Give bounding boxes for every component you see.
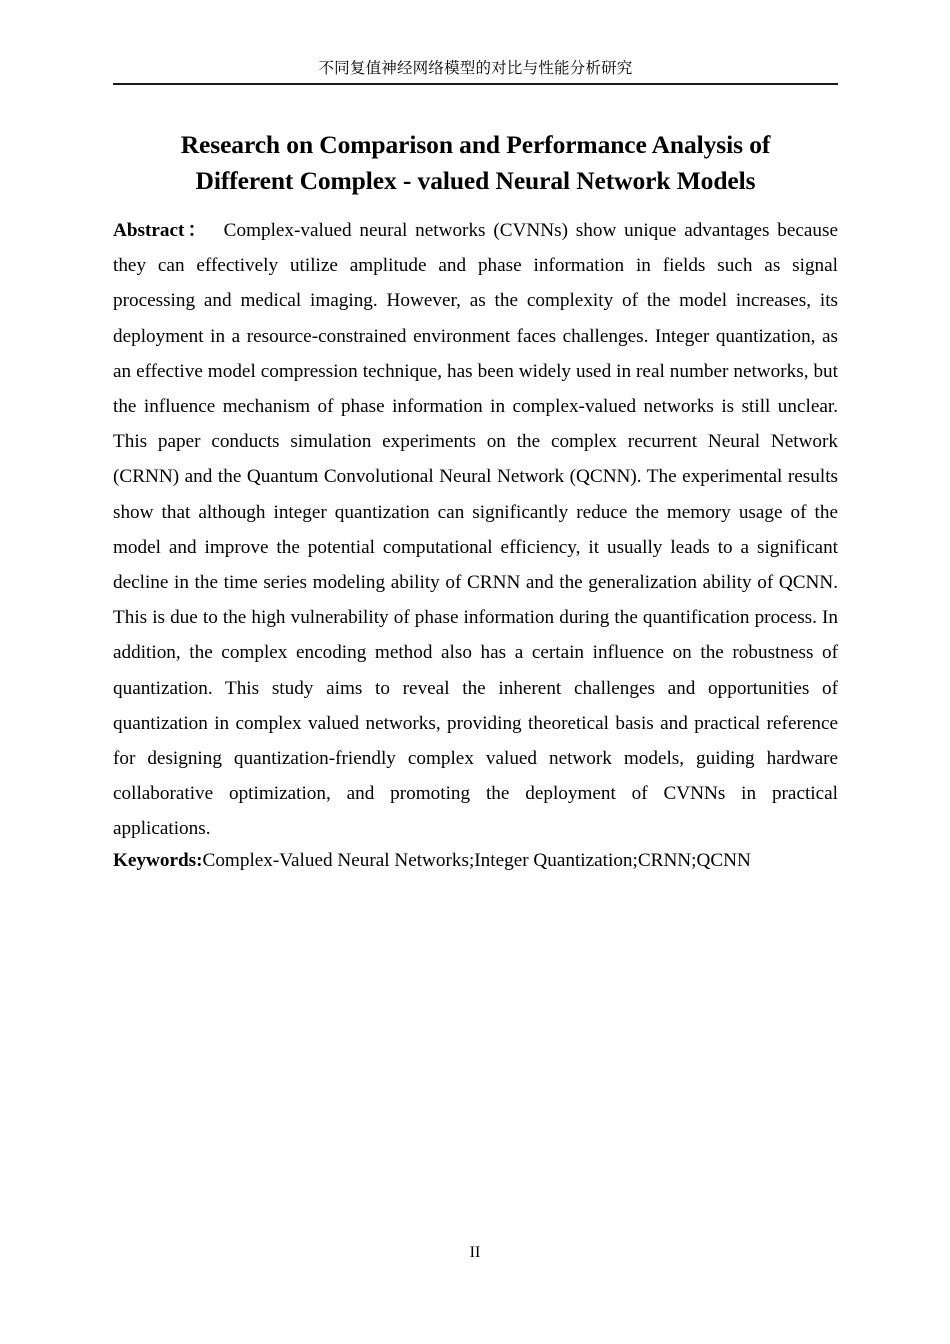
keywords-section (113, 845, 838, 877)
page-title-line-2: Different Complex - valued Neural Network Models (195, 166, 756, 196)
page-title-line-1: Research on Comparison and Performance Analysis of (180, 130, 771, 160)
running-header (113, 58, 838, 93)
abstract-label: Abstract： (113, 220, 210, 241)
header-divider-rule (113, 83, 838, 85)
page-number: II (469, 1244, 481, 1261)
keywords-values: Complex-Valued Neural Networks;Integer Quantization;CRNN;QCNN (202, 850, 751, 871)
page-title (113, 127, 838, 199)
keywords-paragraph (113, 845, 838, 877)
running-header-title: 不同复值神经网络模型的对比与性能分析研究 (318, 59, 633, 77)
keywords-label: Keywords: (113, 850, 203, 871)
abstract-section (113, 213, 838, 847)
page-footer (0, 1243, 950, 1263)
abstract-body-text: Complex-valued neural networks (CVNNs) show unique advantages because they can effectively utilize amplitude and phase information in fields such as signal processing and medical imaging. However, as the complexity of the model increases, its deployment in a resource-constrained environment faces challenges. Integer quantization, as an effective model compression technique, has been widely used in real number networks, but the influence mechanism of phase information in complex-valued networks is still unclear. This paper conducts simulation experiments on the complex recurrent Neural Network (CRNN) and the Quantum Convolutional Neural Network (QCNN). The experimental results show that although integer quantization can significantly reduce the memory usage of the model and improve the potential computational efficiency, it usually leads to a significant decline in the time series modeling ability of CRNN and the generalization ability of QCNN. This is due to the high vulnerability of phase information during the quantification process. In addition, the complex encoding method also has a certain influence on the robustness of quantization. This study aims to reveal the inherent challenges and opportunities of quantization in complex valued networks, providing theoretical basis and practical reference for designing quantization-friendly complex valued network models, guiding hardware collaborative optimization, and promoting the deployment of CVNNs in practical applications. (113, 220, 838, 840)
abstract-paragraph (113, 213, 838, 847)
